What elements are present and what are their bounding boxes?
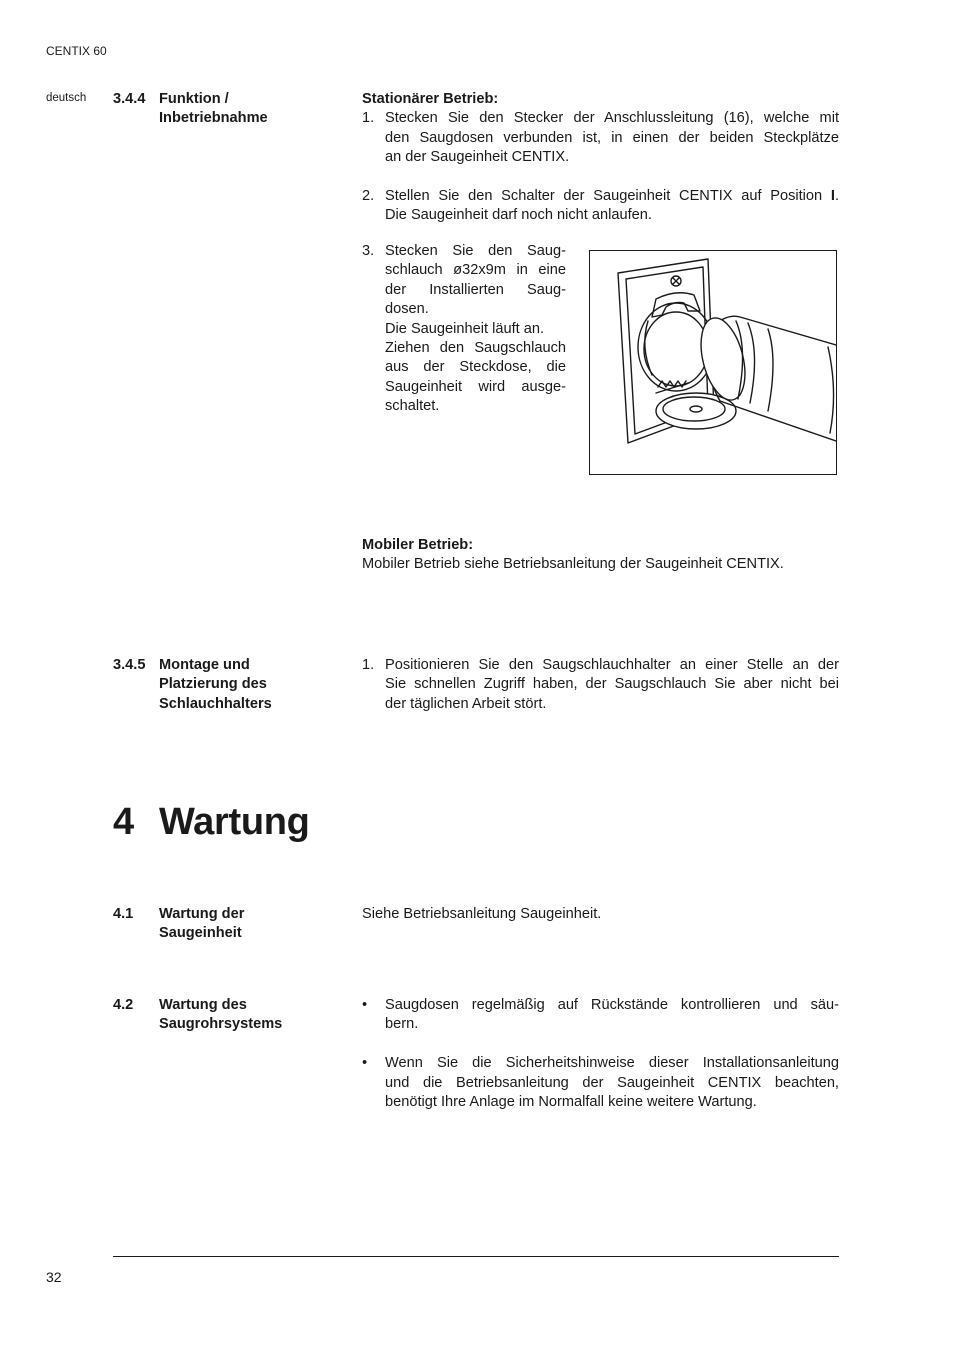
step-number: 3. bbox=[362, 243, 375, 259]
list-item bbox=[362, 242, 566, 417]
hose-holder-block bbox=[362, 656, 839, 714]
suction-socket-illustration bbox=[589, 250, 837, 475]
list-item bbox=[362, 187, 839, 226]
step-text-line: Positionieren Sie den Saugschlauchhalter an einer Stelle an der bbox=[385, 657, 839, 673]
section-title-line: Funktion / bbox=[159, 91, 229, 107]
step-text-line: Saugeinheit wird ausge- bbox=[385, 378, 566, 395]
step-text-line: Die Saugeinheit darf noch nicht anlaufen. bbox=[385, 207, 652, 224]
pipe-maintenance-block bbox=[362, 996, 839, 1112]
section-title-3-4-4 bbox=[159, 90, 268, 129]
section-number-4-2: 4.2 bbox=[113, 997, 134, 1013]
step-text-line: der Installierten Saug- bbox=[385, 281, 566, 298]
section-title-line: Platzierung des bbox=[159, 676, 267, 693]
mobile-text: Mobiler Betrieb siehe Betriebsanleitung der Saugeinheit CENTIX. bbox=[362, 556, 784, 573]
step-text-line: den Saugdosen verbunden ist, in einen der beiden Steckplätze bbox=[385, 129, 839, 146]
section-number-3-4-5: 3.4.5 bbox=[113, 657, 146, 673]
section-title-line: Wartung der bbox=[159, 906, 245, 922]
list-item bbox=[362, 656, 839, 714]
step-text-part: Stellen Sie den Schalter der Saugeinheit CENTIX auf Position bbox=[385, 188, 831, 205]
bullet-text-line: und die Betriebsanleitung der Saugeinheit CENTIX beachten, bbox=[385, 1074, 839, 1091]
step-text-line: an der Saugeinheit CENTIX. bbox=[385, 149, 570, 166]
stationary-operation-block bbox=[362, 90, 839, 226]
step-text-line: Stecken Sie den Saug- bbox=[385, 243, 566, 259]
language-label: deutsch bbox=[46, 92, 87, 104]
step-text-line: Sie schnellen Zugriff haben, der Saugschlauch Sie aber nicht bei bbox=[385, 676, 839, 693]
section-title-4-2 bbox=[159, 996, 282, 1035]
list-item bbox=[362, 109, 839, 167]
mobile-operation-block bbox=[362, 536, 839, 575]
step-number: 2. bbox=[362, 188, 375, 205]
step-text-part: . bbox=[834, 188, 839, 205]
section-title-line: Wartung des bbox=[159, 997, 247, 1013]
section-number-3-4-4: 3.4.4 bbox=[113, 91, 146, 107]
step-number: 1. bbox=[362, 110, 375, 127]
bullet-text-line: benötigt Ihre Anlage im Normalfall keine weitere Wartung. bbox=[385, 1094, 757, 1111]
step-text-line: Die Saugeinheit läuft an. bbox=[385, 320, 545, 337]
product-name: CENTIX 60 bbox=[46, 44, 107, 58]
list-item bbox=[362, 996, 839, 1035]
step-text-line: Stecken Sie den Stecker der Anschlussleitung (16), welche mit bbox=[385, 110, 839, 127]
step-number: 1. bbox=[362, 657, 375, 673]
bullet-text-line: bern. bbox=[385, 1016, 419, 1033]
chapter-heading bbox=[113, 798, 310, 846]
socket-hose-drawing bbox=[590, 251, 836, 474]
unit-maintenance-text: Siehe Betriebsanleitung Saugeinheit. bbox=[362, 906, 602, 922]
section-number-4-1: 4.1 bbox=[113, 906, 134, 922]
step-text-line: dosen. bbox=[385, 301, 429, 318]
bullet-text-line: Wenn Sie die Sicherheitshinweise dieser Installationsanleitung bbox=[385, 1055, 839, 1072]
stationary-heading: Stationärer Betrieb: bbox=[362, 91, 499, 107]
section-title-line: Inbetriebnahme bbox=[159, 110, 268, 127]
section-title-line: Saugeinheit bbox=[159, 925, 242, 942]
chapter-number: 4 bbox=[113, 801, 134, 843]
section-title-line: Schlauchhalters bbox=[159, 695, 272, 712]
step-text-line: der täglichen Arbeit stört. bbox=[385, 695, 547, 712]
chapter-title: Wartung bbox=[159, 801, 310, 843]
step-text-line: schaltet. bbox=[385, 398, 440, 415]
step-3-block bbox=[362, 242, 566, 417]
section-title-3-4-5 bbox=[159, 656, 272, 714]
position-label: I bbox=[830, 188, 835, 205]
step-text-line: aus der Steckdose, die bbox=[385, 359, 566, 376]
bullet-marker: • bbox=[362, 1055, 368, 1072]
step-text-line: Ziehen den Saugschlauch bbox=[385, 340, 566, 357]
section-title-line: Saugrohrsystems bbox=[159, 1016, 283, 1033]
list-item bbox=[362, 1054, 839, 1112]
step-text-line: schlauch ø32x9m in eine bbox=[385, 262, 566, 279]
step-text-line bbox=[385, 187, 839, 206]
section-title-line: Montage und bbox=[159, 657, 250, 673]
bullet-marker: • bbox=[362, 997, 368, 1013]
section-title-4-1 bbox=[159, 905, 244, 944]
bullet-text-line: Saugdosen regelmäßig auf Rückstände kontrollieren und säu- bbox=[385, 997, 839, 1013]
page-number: 32 bbox=[46, 1269, 62, 1285]
mobile-heading: Mobiler Betrieb: bbox=[362, 537, 474, 553]
footer-rule bbox=[113, 1256, 839, 1257]
